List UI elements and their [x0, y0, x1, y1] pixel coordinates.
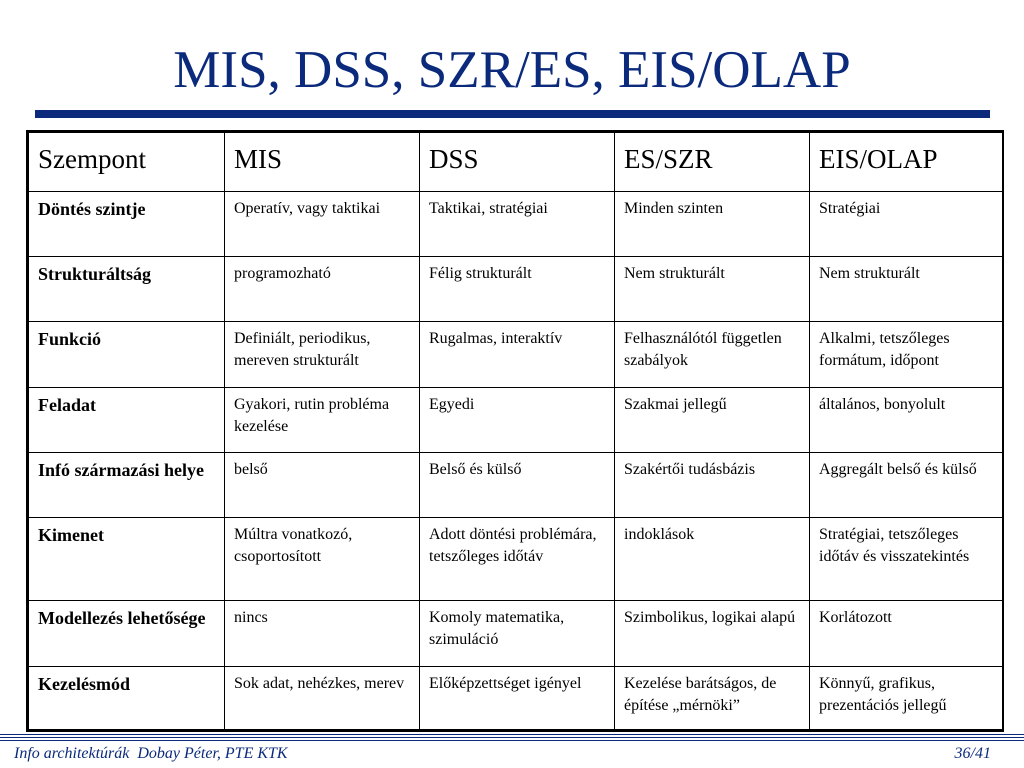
- header-cell-szempont: Szempont: [29, 133, 225, 192]
- table-cell: Definiált, periodikus, mereven strukturált: [225, 322, 420, 387]
- table-cell: Rugalmas, interaktív: [420, 322, 615, 387]
- page-number: 36/41: [954, 745, 991, 762]
- table-row: [29, 257, 1003, 322]
- row-label: Modellezés lehetősége: [29, 601, 225, 666]
- header-cell-mis: MIS: [225, 133, 420, 192]
- row-label: Strukturáltság: [29, 257, 225, 322]
- table-cell: Operatív, vagy taktikai: [225, 192, 420, 257]
- table-row: [29, 666, 1003, 729]
- table-cell: Egyedi: [420, 387, 615, 452]
- table-cell: Előképzettséget igényel: [420, 666, 615, 729]
- table-cell: Szakértői tudásbázis: [615, 452, 810, 517]
- table-cell: Kezelése barátságos, de építése „mérnöki”: [615, 666, 810, 729]
- table-cell: Gyakori, rutin probléma kezelése: [225, 387, 420, 452]
- table-cell: Felhasználótól független szabályok: [615, 322, 810, 387]
- footer-rule: [0, 740, 1024, 741]
- row-label: Döntés szintje: [29, 192, 225, 257]
- header-cell-es-szr: ES/SZR: [615, 133, 810, 192]
- row-label: Kezelésmód: [29, 666, 225, 729]
- header-cell-dss: DSS: [420, 133, 615, 192]
- comparison-table: [28, 132, 1003, 730]
- table-cell: Adott döntési problémára, tetszőleges időtáv: [420, 518, 615, 601]
- row-label: Kimenet: [29, 518, 225, 601]
- table-cell: Belső és külső: [420, 452, 615, 517]
- table-cell: Nem strukturált: [810, 257, 1003, 322]
- table-row: [29, 601, 1003, 666]
- table-header-row: [29, 133, 1003, 192]
- table-row: [29, 518, 1003, 601]
- table-cell: belső: [225, 452, 420, 517]
- table-cell: Stratégiai, tetszőleges időtáv és visszatekintés: [810, 518, 1003, 601]
- header-cell-eis-olap: EIS/OLAP: [810, 133, 1003, 192]
- table-cell: Komoly matematika, szimuláció: [420, 601, 615, 666]
- comparison-table-frame: [26, 130, 1004, 732]
- table-cell: programozható: [225, 257, 420, 322]
- table-cell: Szakmai jellegű: [615, 387, 810, 452]
- table-cell: Múltra vonatkozó, csoportosított: [225, 518, 420, 601]
- table-cell: nincs: [225, 601, 420, 666]
- footer-rule: [0, 734, 1024, 735]
- table-cell: Nem strukturált: [615, 257, 810, 322]
- table-cell: Sok adat, nehézkes, merev: [225, 666, 420, 729]
- row-label: Funkció: [29, 322, 225, 387]
- table-row: [29, 452, 1003, 517]
- table-cell: indoklások: [615, 518, 810, 601]
- table-row: [29, 192, 1003, 257]
- table-row: [29, 387, 1003, 452]
- table-cell: Alkalmi, tetszőleges formátum, időpont: [810, 322, 1003, 387]
- table-cell: Korlátozott: [810, 601, 1003, 666]
- table-cell: Szimbolikus, logikai alapú: [615, 601, 810, 666]
- row-label: Infó származási helye: [29, 452, 225, 517]
- table-cell: Stratégiai: [810, 192, 1003, 257]
- row-label: Feladat: [29, 387, 225, 452]
- title-underline: [35, 110, 990, 118]
- table-cell: Aggregált belső és külső: [810, 452, 1003, 517]
- footer-author: Info architektúrák Dobay Péter, PTE KTK: [14, 745, 288, 762]
- table-cell: Könnyű, grafikus, prezentációs jellegű: [810, 666, 1003, 729]
- footer-rule: [0, 737, 1024, 738]
- slide-title: MIS, DSS, SZR/ES, EIS/OLAP: [173, 41, 851, 99]
- table-cell: általános, bonyolult: [810, 387, 1003, 452]
- table-cell: Félig strukturált: [420, 257, 615, 322]
- table-cell: Minden szinten: [615, 192, 810, 257]
- table-cell: Taktikai, stratégiai: [420, 192, 615, 257]
- footer-rules: [0, 734, 1024, 743]
- table-row: [29, 322, 1003, 387]
